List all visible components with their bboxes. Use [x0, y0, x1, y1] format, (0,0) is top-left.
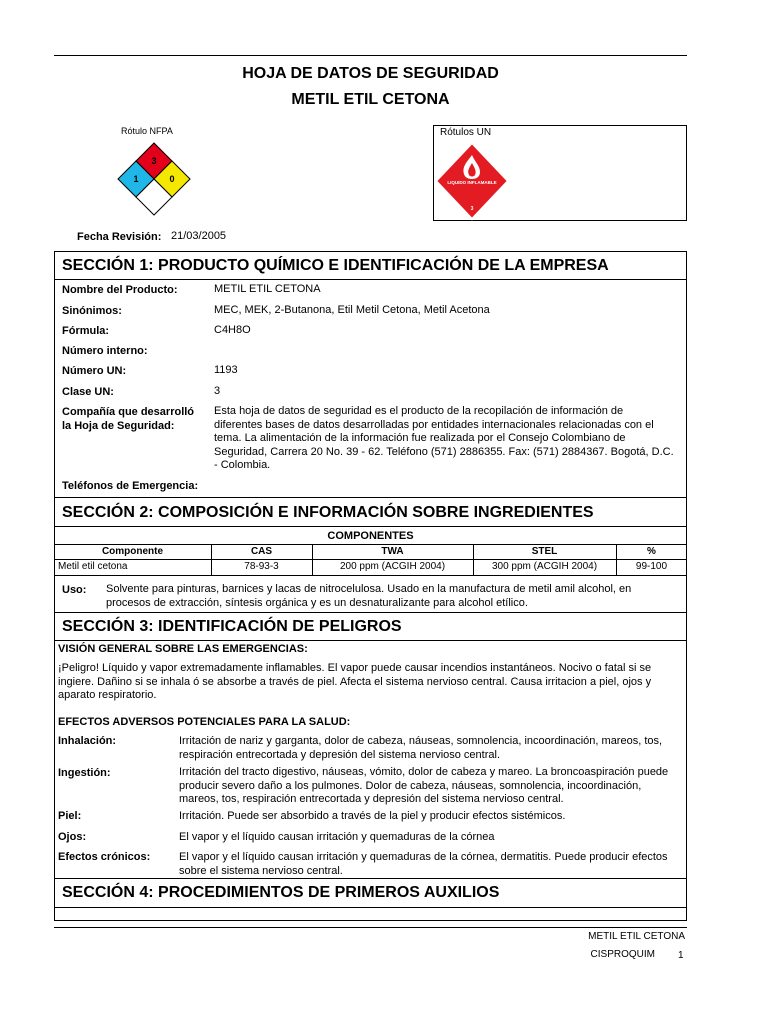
- section3-top-divider: [54, 612, 687, 613]
- effect-chronic-text: El vapor y el líquido causan irritación y quemaduras de la córnea, dermatitis. Puede producir efectos sobre el sistema nervioso central.: [179, 851, 668, 877]
- effect-ingestion-label: Ingestión:: [58, 767, 111, 779]
- synonyms-value: MEC, MEK, 2-Butanona, Etil Metil Cetona, Metil Acetona: [214, 304, 490, 316]
- effect-eyes-label: Ojos:: [58, 831, 87, 843]
- un-number-label: Número UN:: [62, 365, 127, 377]
- health-effects-title: EFECTOS ADVERSOS POTENCIALES PARA LA SALUD:: [58, 716, 351, 728]
- top-rule: [54, 55, 687, 56]
- emergency-overview-text: ¡Peligro! Líquido y vapor extremadamente inflamables. El vapor puede causar incendios instantáneos. Nocivo o fatal si se ingiere. Dañino si se inhala ó se absorbe a través de piel. Afecta el sistema nervioso central. Causa irritacion a piel, ojos y aparato respiratorio.: [58, 662, 652, 701]
- nfpa-diamond-icon: [116, 141, 192, 221]
- effect-chronic-label: Efectos crónicos:: [58, 851, 151, 863]
- section2-divider: [54, 526, 687, 527]
- un-class-value: 3: [214, 385, 221, 397]
- un-diamond-text: LIQUIDO INFLAMABLE: [447, 180, 497, 185]
- section3-divider: [54, 640, 687, 641]
- section1-divider: [54, 279, 687, 280]
- table-row-component: Metil etil cetona: [58, 561, 128, 572]
- effect-ingestion-text: Irritación del tracto digestivo, náuseas, vómito, dolor de cabeza y mareo. La broncoaspiración puede producir severo daño a los pulmones. Dolor de cabeza, náuseas, somnolencia, incoordinación, mareos, tos, respiración entrecortada y depresión del sistema nervioso central.: [179, 766, 669, 805]
- page-subtitle: METIL ETIL CETONA: [291, 91, 450, 108]
- footer-product: METIL ETIL CETONA: [588, 931, 685, 942]
- un-label: Rótulos UN: [440, 127, 492, 138]
- nfpa-label: Rótulo NFPA: [121, 126, 173, 136]
- uso-text: Solvente para pinturas, barnices y lacas de nitrocelulosa. Usado en la manufactura de metil amil alcohol, en procesos de extracción, síntesis orgánica y es un desnaturalizante para alcohol etílico.: [106, 583, 632, 609]
- table-row-twa: 200 ppm (ACGIH 2004): [339, 561, 446, 572]
- col-header-component: Componente: [101, 546, 164, 557]
- col-header-stel: STEL: [531, 546, 558, 557]
- section2-top-divider: [54, 497, 687, 498]
- product-name-label: Nombre del Producto:: [62, 284, 178, 296]
- components-title-divider: [54, 544, 687, 545]
- footer-rule: [54, 927, 687, 928]
- table-row-stel: 300 ppm (ACGIH 2004): [491, 561, 598, 572]
- table-row-percent: 99-100: [635, 561, 668, 572]
- components-table-title: COMPONENTES: [327, 530, 414, 542]
- table-bottom-divider: [54, 575, 687, 576]
- un-class-label: Clase UN:: [62, 386, 114, 398]
- table-col-sep-1: [211, 544, 212, 575]
- col-header-percent: %: [647, 546, 656, 557]
- section3-title: SECCIÓN 3: IDENTIFICACIÓN DE PELIGROS: [62, 618, 402, 635]
- effect-eyes-text: El vapor y el líquido causan irritación y quemaduras de la córnea: [179, 831, 495, 843]
- nfpa-flammability-value: 3: [151, 156, 157, 166]
- nfpa-health-value: 1: [133, 174, 139, 184]
- table-col-sep-3: [473, 544, 474, 575]
- table-row-cas: 78-93-3: [244, 561, 279, 572]
- emergency-overview-title: VISIÓN GENERAL SOBRE LAS EMERGENCIAS:: [58, 643, 308, 655]
- section1-title: SECCIÓN 1: PRODUCTO QUÍMICO E IDENTIFICACIÓN DE LA EMPRESA: [62, 257, 609, 274]
- emergency-phones-label: Teléfonos de Emergencia:: [62, 480, 199, 492]
- footer-company: CISPROQUIM: [590, 949, 655, 960]
- nfpa-reactivity-value: 0: [169, 174, 175, 184]
- section4-divider: [54, 907, 687, 908]
- effect-inhalation-label: Inhalación:: [58, 735, 117, 747]
- un-flammable-liquid-icon: [434, 141, 510, 221]
- un-number-value: 1193: [214, 364, 238, 376]
- company-value: Esta hoja de datos de seguridad es el producto de la recopilación de información de diferentes bases de datos desarrolladas por entidades internacionales relacionadas con el tema. La alimentación de la información fue realizada por el Consejo Colombiano de Seguridad, Carrera 20 No. 39 - 62. Teléfono (571) 2886355. Fax: (571) 2884367. Bogotá, D.C. - Colombia.: [214, 405, 674, 471]
- section4-top-divider: [54, 878, 687, 879]
- col-header-twa: TWA: [381, 546, 404, 557]
- effect-inhalation-text: Irritación de nariz y garganta, dolor de cabeza, náuseas, somnolencia, incoordinación, mareos, tos, respiración entrecortada y depresión del sistema nervioso central.: [179, 735, 663, 761]
- footer-page-number: 1: [678, 950, 684, 961]
- table-header-divider: [54, 559, 687, 560]
- revision-label: Fecha Revisión:: [77, 231, 162, 243]
- table-col-sep-4: [616, 544, 617, 575]
- formula-value: C4H8O: [214, 324, 251, 336]
- synonyms-label: Sinónimos:: [62, 305, 122, 317]
- product-name-value: METIL ETIL CETONA: [214, 283, 321, 295]
- revision-date: 21/03/2005: [171, 230, 227, 242]
- uso-label: Uso:: [62, 584, 87, 596]
- formula-label: Fórmula:: [62, 325, 110, 337]
- page-title: HOJA DE DATOS DE SEGURIDAD: [242, 65, 499, 82]
- section4-title: SECCIÓN 4: PROCEDIMIENTOS DE PRIMEROS AUXILIOS: [62, 884, 500, 901]
- internal-number-label: Número interno:: [62, 345, 148, 357]
- section2-title: SECCIÓN 2: COMPOSICIÓN E INFORMACIÓN SOBRE INGREDIENTES: [62, 504, 594, 521]
- effect-skin-label: Piel:: [58, 810, 82, 822]
- un-diamond-class: 3: [470, 206, 474, 212]
- effect-skin-text: Irritación. Puede ser absorbido a través de la piel y producir efectos sistémicos.: [179, 810, 566, 822]
- col-header-cas: CAS: [250, 546, 273, 557]
- table-col-sep-2: [312, 544, 313, 575]
- company-label: Compañía que desarrolló la Hoja de Seguridad:: [62, 406, 195, 432]
